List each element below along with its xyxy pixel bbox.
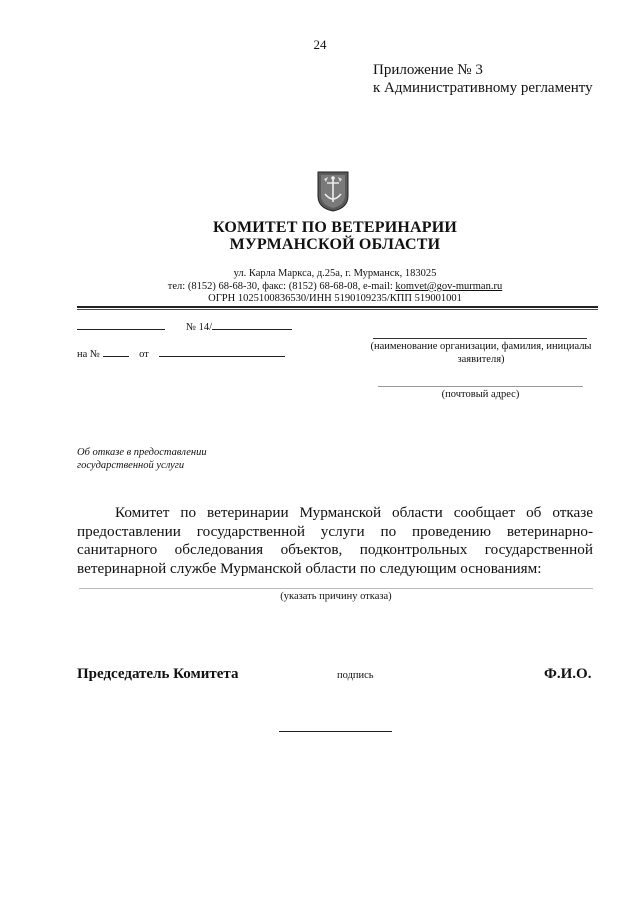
signature-label: подпись <box>337 670 374 681</box>
reason-label: (указать причину отказа) <box>280 591 392 602</box>
postal-address-line <box>378 386 583 387</box>
signatory-name: Ф.И.О. <box>544 666 592 682</box>
coat-of-arms-icon <box>316 170 350 212</box>
reference-number-prefix: на № <box>77 349 100 360</box>
appendix-reference: к Административному регламенту <box>373 80 593 96</box>
page-number: 24 <box>313 37 327 52</box>
subject-block <box>77 446 207 472</box>
registration-number-prefix: № 14/ <box>186 322 213 333</box>
org-address: ул. Карла Маркса, д.25а, г. Мурманск, 183025 <box>233 268 437 279</box>
body-paragraph: Комитет по ветеринарии Мурманской области сообщает об отказе предоставлении государственной услуги по проведению ветеринарно-санитарного обследования объектов, подконтрольных государственной ветеринарной службе Мурманской области по следующим основаниям: <box>77 504 593 577</box>
org-registry: ОГРН 1025100836530/ИНН 5190109235/КПП 519001001 <box>208 293 462 304</box>
bottom-signature-line <box>279 731 392 732</box>
org-email-link[interactable]: komvet@gov-murman.ru <box>395 281 503 292</box>
reference-line <box>77 349 285 360</box>
recipient-name-label: (наименование организации, фамилия, инициалы заявителя) <box>370 341 592 365</box>
recipient-name-line <box>373 338 587 339</box>
reference-date-blank <box>159 356 285 357</box>
header-divider-thin <box>77 309 598 310</box>
date-blank <box>77 329 165 330</box>
reference-from-label: от <box>139 349 149 360</box>
postal-address-label: (почтовый адрес) <box>441 389 520 400</box>
subject-line2: государственной услуги <box>77 460 185 471</box>
reason-line <box>79 588 593 589</box>
header-divider <box>77 306 598 308</box>
org-name-line1: КОМИТЕТ ПО ВЕТЕРИНАРИИ <box>212 219 458 236</box>
org-name-line2: МУРМАНСКОЙ ОБЛАСТИ <box>229 236 441 253</box>
registration-line <box>77 322 292 333</box>
registration-number-blank <box>212 329 292 330</box>
signatory-position: Председатель Комитета <box>77 666 239 682</box>
reference-number-blank <box>103 356 129 357</box>
appendix-number: Приложение № 3 <box>373 62 483 78</box>
subject-line1: Об отказе в предоставлении <box>77 447 207 458</box>
org-phone-fax: тел: (8152) 68-68-30, факс: (8152) 68-68-08, e-mail: <box>167 281 393 292</box>
